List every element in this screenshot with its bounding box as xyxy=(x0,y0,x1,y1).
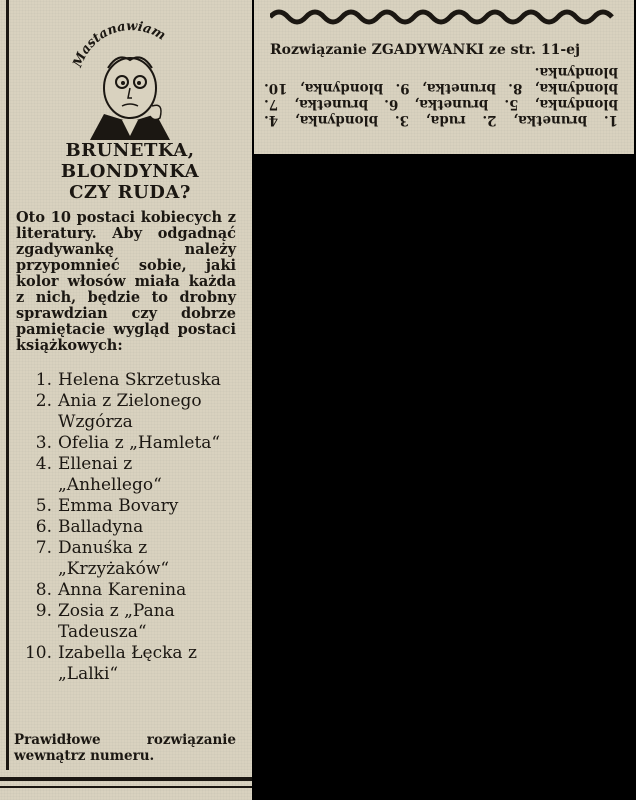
wavy-divider xyxy=(270,6,620,28)
list-number: 9. xyxy=(35,601,52,621)
list-text: Emma Bovary xyxy=(58,496,179,516)
character-list xyxy=(14,370,240,685)
list-text: Ania z Zielonego Wzgórza xyxy=(58,391,202,432)
headline-line: BRUNETKA, xyxy=(65,140,195,161)
list-item xyxy=(14,391,240,433)
answer-text-upside-down: 1. brunetka, 2. ruda, 3. blondynka, 4. blondynka, 5. brunetka, 6. brunetka, 7. blondynka, 8. brunetka, 9. blondynka, 10. blondynka. xyxy=(264,64,618,128)
intro-paragraph: Oto 10 postaci kobiecych z literatury. Aby odgadnąć zgadywankę należy przypomnieć sobie, jaki kolor włosów miała każda z nich, będzie to drobny sprawdzian czy dobrze pamiętacie wygląd postaci książkowych: xyxy=(16,209,236,354)
list-number: 2. xyxy=(35,391,52,411)
answer-location-note: Prawidłowe rozwiązanie wewnątrz numeru. xyxy=(14,732,236,764)
list-number: 1. xyxy=(35,370,52,390)
list-item xyxy=(14,517,240,538)
cartoon-caption: Mastanawiam xyxy=(70,19,168,70)
list-item xyxy=(14,433,240,454)
list-text: Izabella Łęcka z „Lalki“ xyxy=(58,643,197,684)
list-number: 8. xyxy=(35,580,52,600)
list-text: Zosia z „Pana Tadeusza“ xyxy=(58,601,175,642)
bottom-rule xyxy=(0,777,252,781)
bottom-rule xyxy=(0,786,252,788)
answer-box xyxy=(254,0,634,154)
list-item xyxy=(14,601,240,643)
column-rule xyxy=(6,0,9,770)
list-number: 3. xyxy=(35,433,52,453)
thinking-face-illustration xyxy=(60,10,200,140)
list-text: Ofelia z „Hamleta“ xyxy=(58,433,221,453)
list-text: Balladyna xyxy=(58,517,144,537)
list-number: 7. xyxy=(35,538,52,558)
list-number: 10. xyxy=(24,643,52,663)
list-item xyxy=(14,370,240,391)
headline-line: CZY RUDA? xyxy=(69,182,191,203)
list-text: Danuśka z „Krzyżaków“ xyxy=(58,538,170,579)
list-item xyxy=(14,580,240,601)
list-text: Ellenai z „Anhellego“ xyxy=(58,454,162,495)
list-number: 4. xyxy=(35,454,52,474)
list-text: Anna Karenina xyxy=(58,580,187,600)
answer-title: Rozwiązanie ZGADYWANKI ze str. 11-ej xyxy=(270,42,581,58)
list-item xyxy=(14,496,240,517)
list-item xyxy=(14,538,240,580)
list-text: Helena Skrzetuska xyxy=(58,370,221,390)
headline-line: BLONDYNKA xyxy=(60,161,200,182)
list-item xyxy=(14,643,240,685)
puzzle-column xyxy=(0,0,252,800)
list-item xyxy=(14,454,240,496)
list-number: 5. xyxy=(35,496,52,516)
puzzle-headline xyxy=(14,140,246,203)
list-number: 6. xyxy=(35,517,52,537)
